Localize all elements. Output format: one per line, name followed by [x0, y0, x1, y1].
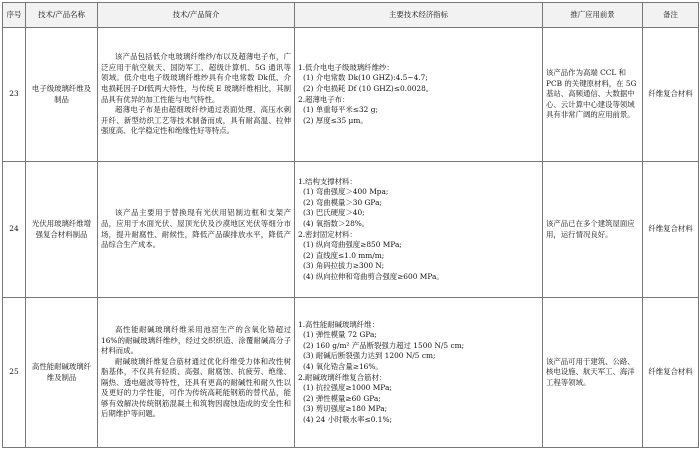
product-intro	[98, 28, 295, 162]
intro-paragraph: 耐碱玻璃纤维复合筋材通过优化纤维受力体和改性树脂基体，不仅具有轻质、高强、耐腐蚀、抗疲劳、绝缘、隔热、透电磁波等特性，还具有更高的耐碱性和耐久性以及更好的力学性能，可作为传统高耗能钢筋的替代品，能够有效解决传统钢筋混凝土和筑物因腐蚀造成的安全性和后期维护等问题。	[101, 356, 291, 419]
table-row	[3, 28, 699, 162]
row-index: 23	[3, 28, 26, 162]
intro-paragraph: 该产品包括低介电玻璃纤维纱/布以及超薄电子布，广泛应用于航空航天、国防军工、超级计算机、5G 通讯等领域。低介电电子级玻璃纤维纱具有介电常数 Dk低、介电损耗因子Df低两大特性，与传统 E 玻璃纤维相比，其制品具有优异的加工性能与电气特性。	[101, 52, 291, 104]
spec-line: (1) 单重每平米≤32 g;	[303, 105, 378, 115]
spec-line: (4) 24 小时吸水率≤0.1%;	[303, 414, 392, 424]
spec-line: (1) 弯曲强度＞400 Mpa;	[303, 187, 389, 197]
spec-line: (1) 弹性模量 72 GPa;	[303, 330, 377, 340]
header-intro: 技术/产品简介	[98, 3, 295, 28]
header-note: 备注	[643, 3, 699, 28]
technical-specs	[295, 298, 543, 448]
product-name: 高性能耐碱玻璃纤维及制品	[26, 298, 98, 448]
spec-line: (1) 纵向弯曲强度≥850 MPa;	[303, 240, 402, 250]
header-application: 推广应用前景	[543, 3, 643, 28]
row-index: 24	[3, 162, 26, 298]
remark: 纤维复合材料	[643, 298, 699, 448]
intro-paragraph: 该产品主要用于替换现有光伏用铝制边框和支架产品，应用于水面光伏、屋顶光伏及沙漠地区光伏等细分市场，提升耐腐性、耐候性，降低产品碳排放水平，降低产品综合生产成本。	[101, 208, 291, 250]
spec-line: (4) 氧指数＞28%。	[303, 218, 370, 228]
spec-line: (2) 弯曲模量＞30 GPa;	[303, 197, 382, 207]
technology-table	[2, 2, 699, 448]
application-prospect: 该产品作为高端 CCL 和PCB 的关键原材料，在 5G基站、高频通信、大数据中心、云计算中心建设等领域具有非常广阔的应用前景。	[543, 28, 643, 162]
row-index: 25	[3, 298, 26, 448]
spec-line: (2) 介电损耗 Df (10 GHZ)≤0.0028。	[303, 83, 434, 93]
spec-line: (3) 角码拉拔力≥300 N;	[303, 261, 385, 271]
remark: 纤维复合材料	[643, 28, 699, 162]
intro-paragraph: 超薄电子布是由超细玻纤纱通过表面处理、高压水刺开纤、新型纺织工艺等技术制备而成，具有耐高温、拉伸强度高、化学稳定性和绝缘性好等特点。	[101, 105, 291, 136]
remark: 纤维复合材料	[643, 162, 699, 298]
application-prospect: 该产品可用于建筑、公路、核电设施、航天军工、海洋工程等领域。	[543, 298, 643, 448]
technical-specs	[295, 28, 543, 162]
application-prospect: 该产品已在多个建筑屋面应用，运行情况良好。	[543, 162, 643, 298]
spec-line: (2) 直线度≤1.0 mm/m;	[303, 250, 385, 260]
table-row	[3, 162, 699, 298]
spec-line: (2) 弹性模量≥60 GPa;	[303, 393, 381, 403]
spec-heading: 1.低介电电子级玻璃纤维纱：	[298, 62, 394, 72]
product-intro	[98, 298, 295, 448]
header-specs: 主要技术经济指标	[295, 3, 543, 28]
spec-line: (1) 抗拉强度≥1000 MPa;	[303, 383, 392, 393]
header-index: 序号	[3, 3, 26, 28]
product-name: 电子级玻璃纤维及制品	[26, 28, 98, 162]
table-row	[3, 298, 699, 448]
spec-heading: 2.耐碱玻璃纤维复合筋材：	[298, 372, 387, 382]
technical-specs	[295, 162, 543, 298]
spec-line: (3) 耐碱后断裂强力达到 1200 N/5 cm;	[303, 351, 436, 361]
spec-heading: 1.结构支撑材料：	[298, 176, 357, 186]
header-name: 技术/产品名称	[26, 3, 98, 28]
spec-line: (4) 氧化锆含量≥16%。	[303, 361, 383, 371]
spec-heading: 2.超薄电子布：	[298, 94, 350, 104]
spec-line: (3) 巴氏硬度＞40;	[303, 208, 365, 218]
product-name: 光伏用玻璃纤维增强复合材料制品	[26, 162, 98, 298]
table-header-row	[3, 3, 699, 28]
spec-line: (3) 剪切强度≥180 MPa;	[303, 404, 388, 414]
spec-heading: 1.高性能耐碱玻璃纤维：	[298, 319, 379, 329]
spec-line: (2) 厚度≤35 μm。	[303, 115, 368, 125]
spec-line: (2) 160 g/m² 产品断裂强力超过 1500 N/5 cm;	[303, 340, 465, 350]
product-intro	[98, 162, 295, 298]
spec-line: (4) 纵向拉伸和弯曲剪合强度≥600 MPa。	[303, 271, 444, 281]
intro-paragraph: 高性能耐碱玻璃纤维采用池窑生产的含氧化锆超过 16%的耐碱玻璃纤维纱，经过交织织造、涂覆耐碱高分子材料而成。	[101, 325, 291, 356]
spec-line: (1) 介电常数 Dk(10 GHZ):4.5~4.7;	[303, 73, 428, 83]
spec-heading: 2.密封固定材料：	[298, 229, 357, 239]
